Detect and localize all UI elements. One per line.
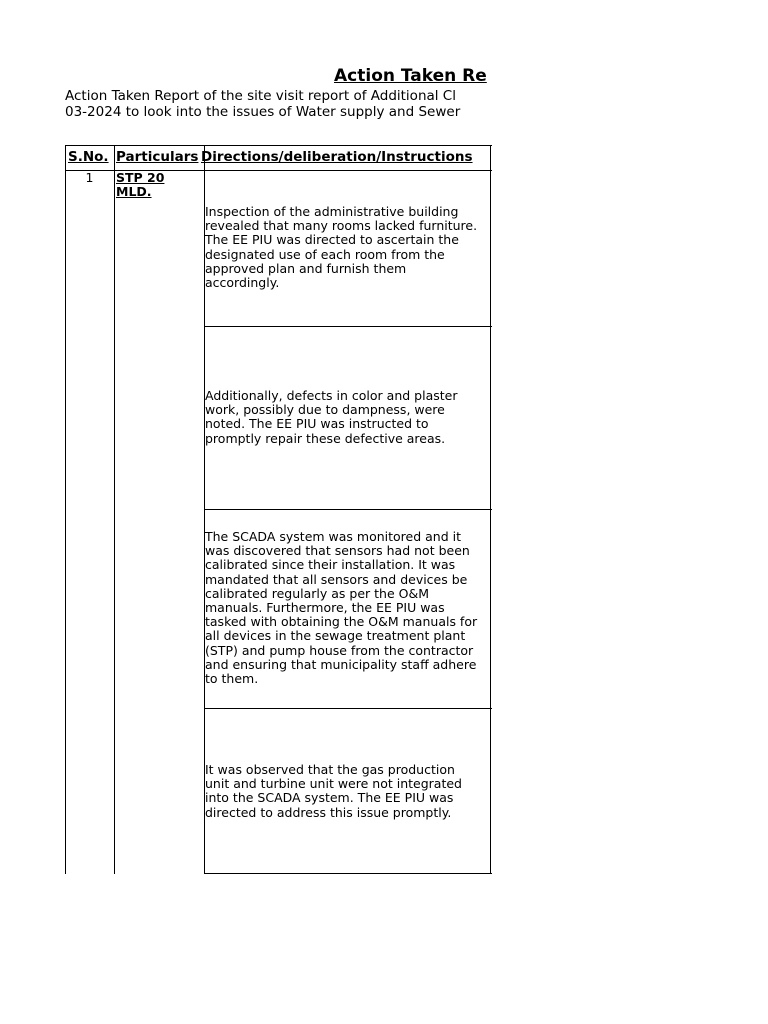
report-title: Action Taken Re [334, 66, 487, 86]
entry-line: work, possibly due to dampness, were [205, 402, 445, 418]
header-sno: S.No. [68, 149, 109, 165]
entry-line: and ensuring that municipality staff adhere [205, 656, 477, 672]
entry-line: noted. The EE PIU was instructed to [205, 416, 429, 432]
entry-line: to them. [205, 671, 259, 687]
entry-line: tasked with obtaining the O&M manuals for [205, 614, 478, 630]
entry-line: was discovered that sensors had not been [205, 543, 470, 559]
entry-line: revealed that many rooms lacked furniture. [205, 218, 478, 234]
entry-line: approved plan and furnish them [205, 260, 407, 276]
entry-line: (STP) and pump house from the contractor [205, 642, 474, 658]
direction-entry [205, 763, 492, 820]
entry-divider [204, 873, 492, 874]
row-particular: STP 20 MLD. [116, 170, 165, 199]
entry-line: accordingly. [205, 275, 280, 291]
header-particulars: Particulars [116, 149, 199, 165]
entry-line: unit and turbine unit were not integrated [205, 776, 462, 792]
header-directions: Directions/deliberation/Instructions [201, 149, 473, 165]
entry-line: calibrated since their installation. It was [205, 557, 456, 573]
entry-line: designated use of each room from the [205, 246, 445, 262]
entry-divider [204, 509, 492, 510]
entry-divider [204, 708, 492, 709]
entry-line: manuals. Furthermore, the EE PIU was [205, 600, 445, 616]
direction-entry [205, 205, 492, 290]
entry-line: Additionally, defects in color and plaster [205, 388, 458, 403]
entry-line: Inspection of the administrative building [205, 204, 459, 219]
intro-line: Action Taken Report of the site visit report of Additional Cl [65, 88, 456, 104]
entry-line: It was observed that the gas production [205, 762, 455, 777]
direction-entry [205, 389, 492, 446]
row-sno: 1 [85, 170, 94, 185]
table-left-border [65, 145, 66, 874]
direction-entry [205, 530, 492, 686]
table-top-border [65, 145, 492, 146]
entry-divider [204, 326, 492, 327]
column-divider [114, 145, 115, 874]
entry-line: calibrated regularly as per the O&M [205, 585, 429, 601]
intro-line: 03-2024 to look into the issues of Water supply and Sewer [65, 104, 461, 120]
entry-line: into the SCADA system. The EE PIU was [205, 790, 454, 806]
entry-line: all devices in the sewage treatment plant [205, 628, 466, 644]
report-intro [65, 88, 460, 120]
entry-line: The EE PIU was directed to ascertain the [205, 232, 459, 248]
entry-line: The SCADA system was monitored and it [205, 529, 461, 544]
entry-line: directed to address this issue promptly. [205, 804, 452, 820]
entry-line: mandated that all sensors and devices be [205, 571, 468, 587]
entry-line: promptly repair these defective areas. [205, 430, 446, 446]
